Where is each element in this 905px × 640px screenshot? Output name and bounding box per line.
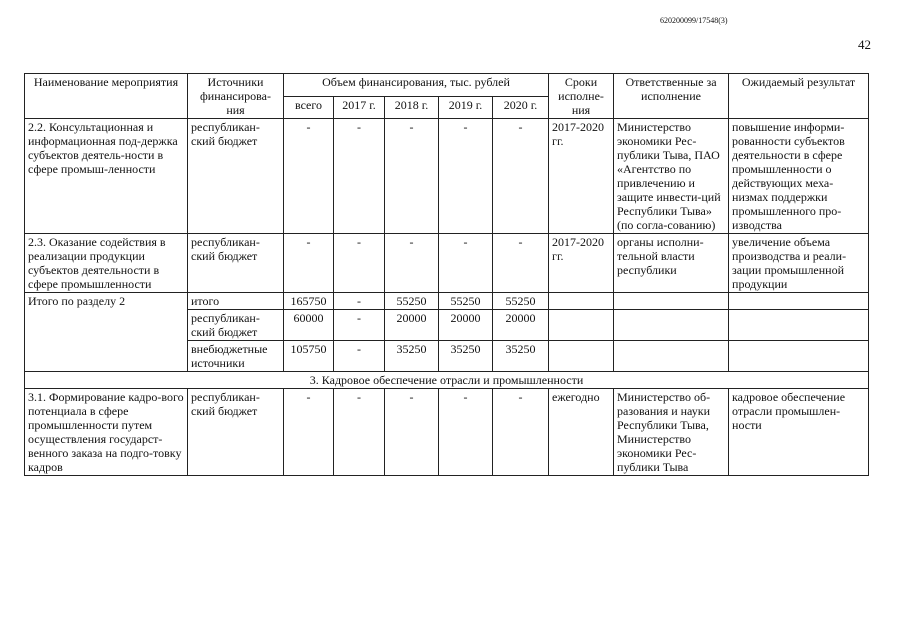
subtotal-2017: - [334,341,385,372]
row-2017: - [334,389,385,476]
table-row [25,389,869,476]
row-total: - [284,119,334,234]
row-2018: - [385,234,439,293]
subtotal-2020: 20000 [493,310,549,341]
table-row [25,234,869,293]
empty-cell [549,310,614,341]
row-result: повышение информи-рованности субъектов деятельности в сфере промышленности о действующих меха-низмах поддержки промышленного про-изводства [729,119,869,234]
row-2019: - [439,234,493,293]
subtotal-2020: 55250 [493,293,549,310]
row-result: увеличение объема производства и реали-зации промышленной продукции [729,234,869,293]
row-2019: - [439,119,493,234]
subtotal-total: 60000 [284,310,334,341]
empty-cell [729,293,869,310]
section-header-row [25,372,869,389]
empty-cell [549,293,614,310]
row-2018: - [385,119,439,234]
table-row [25,119,869,234]
header-2017: 2017 г. [334,96,385,119]
document-id: 620200099/17548(3) [660,16,728,25]
row-source: республикан-ский бюджет [188,389,284,476]
header-responsible: Ответственные за исполнение [614,74,729,119]
subtotal-2018: 55250 [385,293,439,310]
row-2020: - [493,234,549,293]
subtotal-row [25,293,869,310]
subtotal-label: Итого по разделу 2 [25,293,188,372]
row-result: кадровое обеспечение отрасли промышлен-ности [729,389,869,476]
header-row [25,74,869,97]
subtotal-source: республикан-ский бюджет [188,310,284,341]
subtotal-2019: 35250 [439,341,493,372]
subtotal-source: итого [188,293,284,310]
row-name: 3.1. Формирование кадро-вого потенциала в сфере промышленности путем осуществления государст-венного заказа на подго-товку кадров [25,389,188,476]
subtotal-2018: 20000 [385,310,439,341]
row-2018: - [385,389,439,476]
header-2018: 2018 г. [385,96,439,119]
empty-cell [549,341,614,372]
section-title: 3. Кадровое обеспечение отрасли и промышленности [25,372,869,389]
row-total: - [284,389,334,476]
row-name: 2.2. Консультационная и информационная под-держка субъектов деятель-ности в сфере промыш-ленности [25,119,188,234]
row-terms: 2017-2020 гг. [549,119,614,234]
row-source: республикан-ский бюджет [188,119,284,234]
empty-cell [614,310,729,341]
row-terms: ежегодно [549,389,614,476]
empty-cell [614,341,729,372]
header-name: Наименование мероприятия [25,74,188,119]
subtotal-total: 165750 [284,293,334,310]
header-terms: Сроки исполне-ния [549,74,614,119]
subtotal-2017: - [334,293,385,310]
subtotal-2017: - [334,310,385,341]
subtotal-total: 105750 [284,341,334,372]
subtotal-2019: 55250 [439,293,493,310]
header-2019: 2019 г. [439,96,493,119]
row-source: республикан-ский бюджет [188,234,284,293]
row-name: 2.3. Оказание содействия в реализации продукции субъектов деятельности в сфере промышленности [25,234,188,293]
row-total: - [284,234,334,293]
financing-table [24,73,869,476]
header-result: Ожидаемый результат [729,74,869,119]
subtotal-source: внебюджетные источники [188,341,284,372]
row-2020: - [493,119,549,234]
row-responsible: Министерство экономики Рес-публики Тыва, ПАО «Агентство по привлечению и защите инвести-ций Республики Тыва» (по согла-сованию) [614,119,729,234]
header-source: Источники финансирова-ния [188,74,284,119]
row-2017: - [334,119,385,234]
subtotal-2018: 35250 [385,341,439,372]
header-2020: 2020 г. [493,96,549,119]
page-number: 42 [858,37,871,52]
row-2020: - [493,389,549,476]
row-2019: - [439,389,493,476]
empty-cell [729,310,869,341]
empty-cell [729,341,869,372]
row-terms: 2017-2020 гг. [549,234,614,293]
subtotal-2020: 35250 [493,341,549,372]
subtotal-2019: 20000 [439,310,493,341]
header-volume: Объем финансирования, тыс. рублей [284,74,549,97]
row-2017: - [334,234,385,293]
header-total: всего [284,96,334,119]
empty-cell [614,293,729,310]
row-responsible: органы исполни-тельной власти республики [614,234,729,293]
row-responsible: Министерство об-разования и науки Республики Тыва, Министерство экономики Рес-публики Тыва [614,389,729,476]
